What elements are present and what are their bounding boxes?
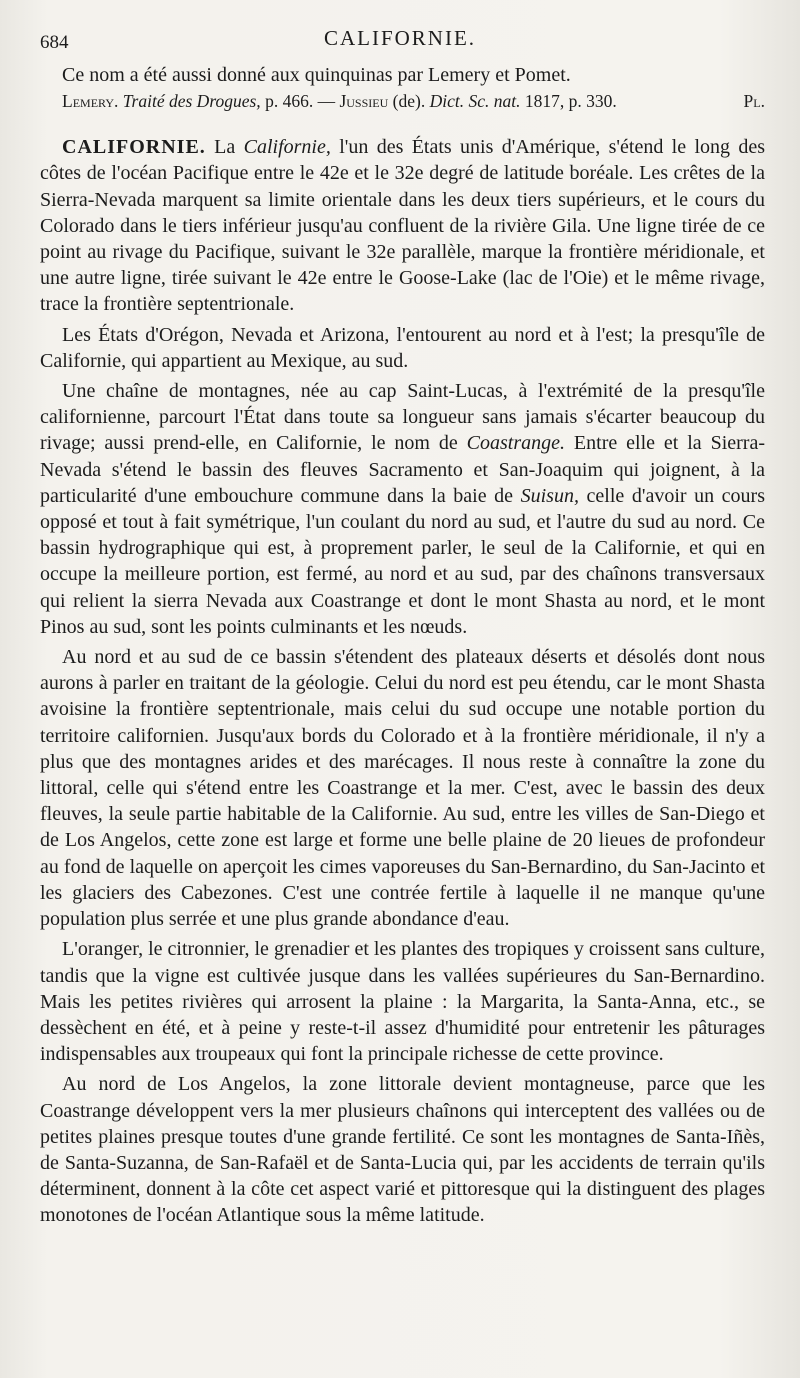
ref-page: 1817, p. 330.: [524, 91, 617, 112]
article-heading: CALIFORNIE.: [62, 136, 206, 159]
ref-author: Lemery.: [62, 91, 119, 112]
ref-page: p. 466. —: [265, 91, 336, 112]
text-run: celle d'avoir un cours opposé et tout à fait symétrique, l'un coulant du nord au sud, et l'autre du sud au nord. Ce bassin hydrographique qui est, à proprement parler, le seul de la Californie, et qui en occupe la meilleure portion, est fermé, au nord et au sud, par des chaînons transversaux qui relient la sierra Nevada aux Coastrange et dont le mont Shasta au nord, et le mont Pinos au sud, sont les points culminants et les nœuds.: [40, 484, 765, 638]
ref-particle: (de).: [392, 91, 426, 112]
text-run: Entre elle et la Sierra-Nevada s'étend le bassin des fleuves Sacramento et San-Joaquim qui joignent, à la particularité d'une embouchure commune dans la baie de: [40, 432, 765, 507]
paragraph: Au nord et au sud de ce bassin s'étendent des plateaux déserts et désolés dont nous aurons à parler en traitant de la géologie. Celui du nord est peu étendu, car le mont Shasta avoisine la frontière septentrionale, mais celui du sud occupe une notable portion du territoire californien. Jusqu'aux bords du Colorado et à la frontière méridionale, il n'y a plus que des montagnes arides et des marécages. Il nous reste à connaître la zone du littoral, celle qui s'étend entre les Coastrange et la mer. C'est, avec le bassin des deux fleuves, la seule partie habitable de la Californie. Au sud, entre les villes de San-Diego et de Los Angelos, cette zone est large et forme une belle plaine de 20 lieues de profondeur au fond de laquelle on aperçoit les cimes vaporeuses du San-Bernardino, du San-Jacinto et les glaciers des Cabezones. C'est une contrée fertile à laquelle il ne manque qu'une population plus serrée et une plus grande abondance d'eau.: [40, 646, 765, 931]
ref-work-title: Dict. Sc. nat.: [429, 91, 521, 112]
text-run: La: [214, 136, 244, 159]
running-head: [0, 26, 800, 56]
intro-line: Ce nom a été aussi donné aux quinquinas par Lemery et Pomet.: [62, 64, 571, 86]
text-run: l'un des États unis d'Amérique, s'étend le long des côtes de l'océan Pacifique entre le 42e et le 32e degré de latitude boréale. Les crêtes de la Sierra-Nevada marquent sa limite orientale dans les deux tiers supérieurs, et le cours du Colorado dans le tiers inférieur jusqu'au confluent de la rivière Gila. Une ligne tirée de ce point au rivage du Pacifique, suivant le 32e parallèle, marque la frontière méridionale, et une autre ligne, tirée suivant le 42e entre le Goose-Lake (lac de l'Oie) et le même rivage, trace la frontière septentrionale.: [40, 136, 766, 316]
italic-term: Suisun,: [520, 484, 579, 507]
paragraph: [40, 378, 765, 640]
paragraph: Les États d'Orégon, Nevada et Arizona, l'entourent au nord et à l'est; la presqu'île de Californie, qui appartient au Mexique, au sud.: [40, 323, 765, 372]
italic-term: Californie,: [243, 136, 331, 159]
ref-work-title: Traité des Drogues,: [122, 91, 261, 112]
ref-author: Jussieu: [339, 91, 389, 112]
text-run: Une chaîne de montagnes, née au cap Saint-Lucas, à l'extrémité de la presqu'île californienne, parcourt l'État dans toute sa longueur sans jamais s'écarter beaucoup du rivage; aussi prend-elle, en Californie, le nom de: [40, 380, 765, 455]
paragraph: Au nord de Los Angelos, la zone littorale devient montagneuse, parce que les Coastrange développent vers la mer plusieurs chaînons qui interceptent des vallées ou de petites plaines presque toutes d'une grande fertilité. Ce sont les montagnes de Santa-Iñès, de Santa-Suzanna, de San-Rafaël et de Santa-Lucia qui, par les accidents de terrain qu'ils déterminent, donnent à la côte cet aspect varié et pittoresque qui la distinguent des plages monotones de l'océan Atlantique sous la même latitude.: [40, 1073, 765, 1227]
text-body: [40, 62, 765, 1229]
ref-signature: Pl.: [743, 91, 765, 112]
italic-term: Coastrange.: [466, 432, 566, 455]
paragraph: L'oranger, le citronnier, le grenadier et les plantes des tropiques y croissent sans culture, tandis que la vigne est cultivée jusque dans les vallées supérieures du San-Bernardino. Mais les petites rivières qui arrosent la plaine : la Margarita, la Santa-Anna, etc., se dessèchent en été, et à peine y reste-t-il assez d'humidité pour entretenir les pâturages indispensables aux troupeaux qui font la principale richesse de cette province.: [40, 938, 765, 1066]
bibliographic-reference: [40, 88, 765, 114]
paragraph: [40, 134, 765, 317]
running-title: CALIFORNIE.: [323, 26, 477, 50]
page-number: 684: [40, 32, 69, 53]
